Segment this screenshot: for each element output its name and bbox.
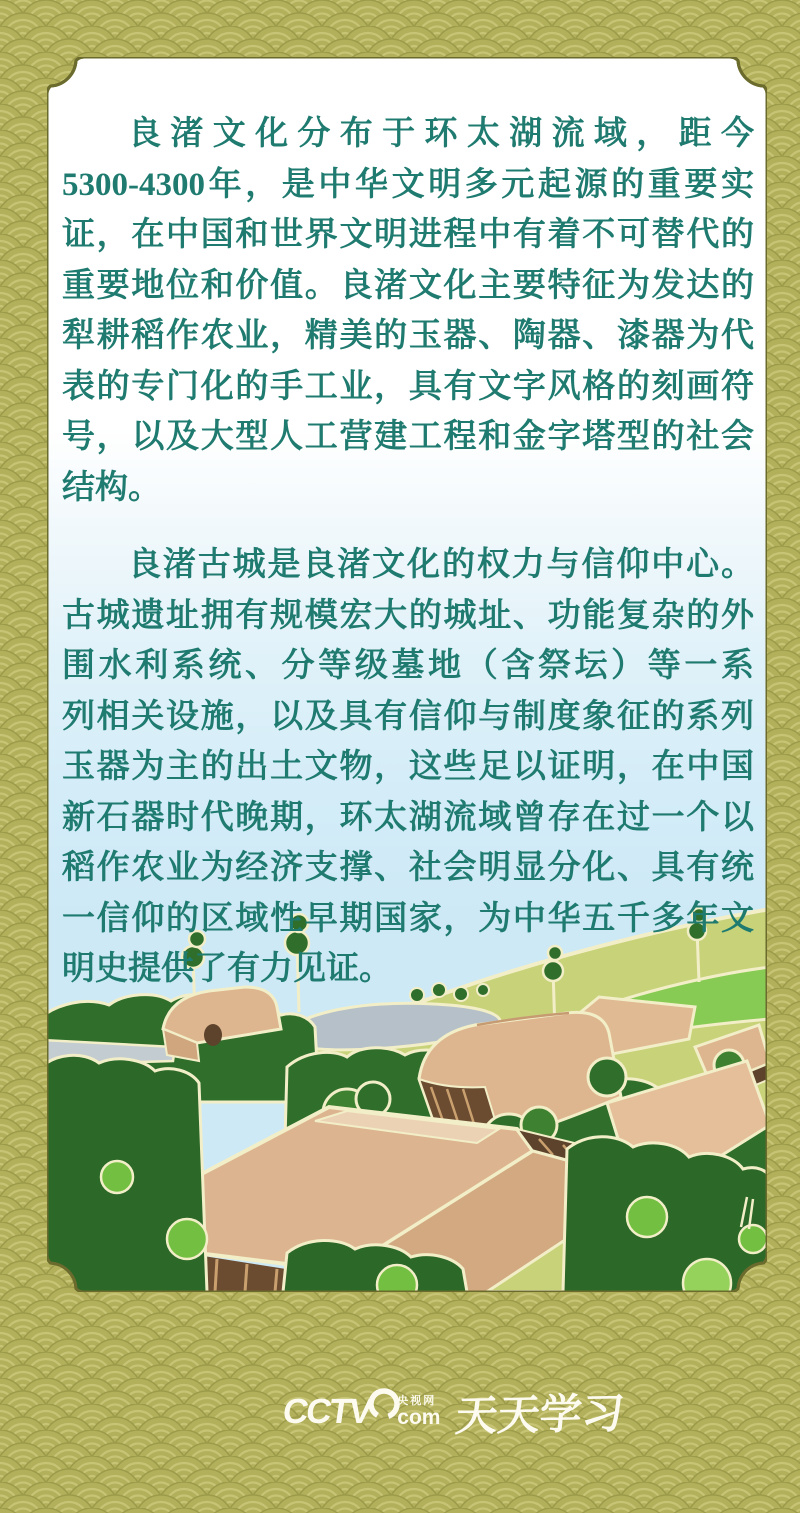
article-text <box>62 109 754 995</box>
text-line: 古城遗址拥有规模宏大的城址、功能复杂的外 <box>62 597 754 634</box>
text-line: 犁耕稻作农业，精美的玉器、陶器、漆器为代 <box>62 318 754 354</box>
text-line: 玉器为主的出土文物，这些足以证明，在中国 <box>62 749 754 785</box>
text-line: 列相关设施，以及具有信仰与制度象征的系列 <box>62 698 754 735</box>
paragraph-1 <box>62 109 754 513</box>
cctv-network-cn: 央视网 <box>397 1395 437 1407</box>
text-line: 5300-4300年，是中华文明多元起源的重要实 <box>62 166 754 203</box>
text-line: 表的专门化的手工业，具有文字风格的刻画符 <box>62 368 754 405</box>
cctv-network-com: com <box>397 1406 441 1429</box>
text-line: 证，在中国和世界文明进程中有着不可替代的 <box>62 217 754 253</box>
cctv-logo-text: CCTV <box>280 1392 374 1431</box>
text-line: 良渚古城是良渚文化的权力与信仰中心。 <box>128 547 754 583</box>
text-line: 明史提供了有力见证。 <box>62 951 392 987</box>
text-line: 良渚文化分布于环太湖流域，距今 <box>128 116 754 152</box>
text-line: 号，以及大型人工营建工程和金字塔型的社会 <box>62 419 754 455</box>
paragraph-2 <box>62 540 754 995</box>
cctv-network-stack <box>397 1396 440 1428</box>
text-line: 一信仰的区域性早期国家，为中华五千多年文 <box>62 900 754 937</box>
footer-logo <box>280 1384 627 1441</box>
tiantian-xuexi-wordmark: 天天学习 <box>453 1391 627 1441</box>
text-line: 新石器时代晚期，环太湖流域曾存在过一个以 <box>62 799 754 836</box>
text-line: 重要地位和价值。良渚文化主要特征为发达的 <box>62 267 754 304</box>
text-line: 围水利系统、分等级墓地（含祭坛）等一系 <box>62 648 754 684</box>
text-line: 结构。 <box>62 469 161 506</box>
article-card <box>47 57 767 1292</box>
text-line: 稻作农业为经济支撑、社会明显分化、具有统 <box>62 850 754 886</box>
